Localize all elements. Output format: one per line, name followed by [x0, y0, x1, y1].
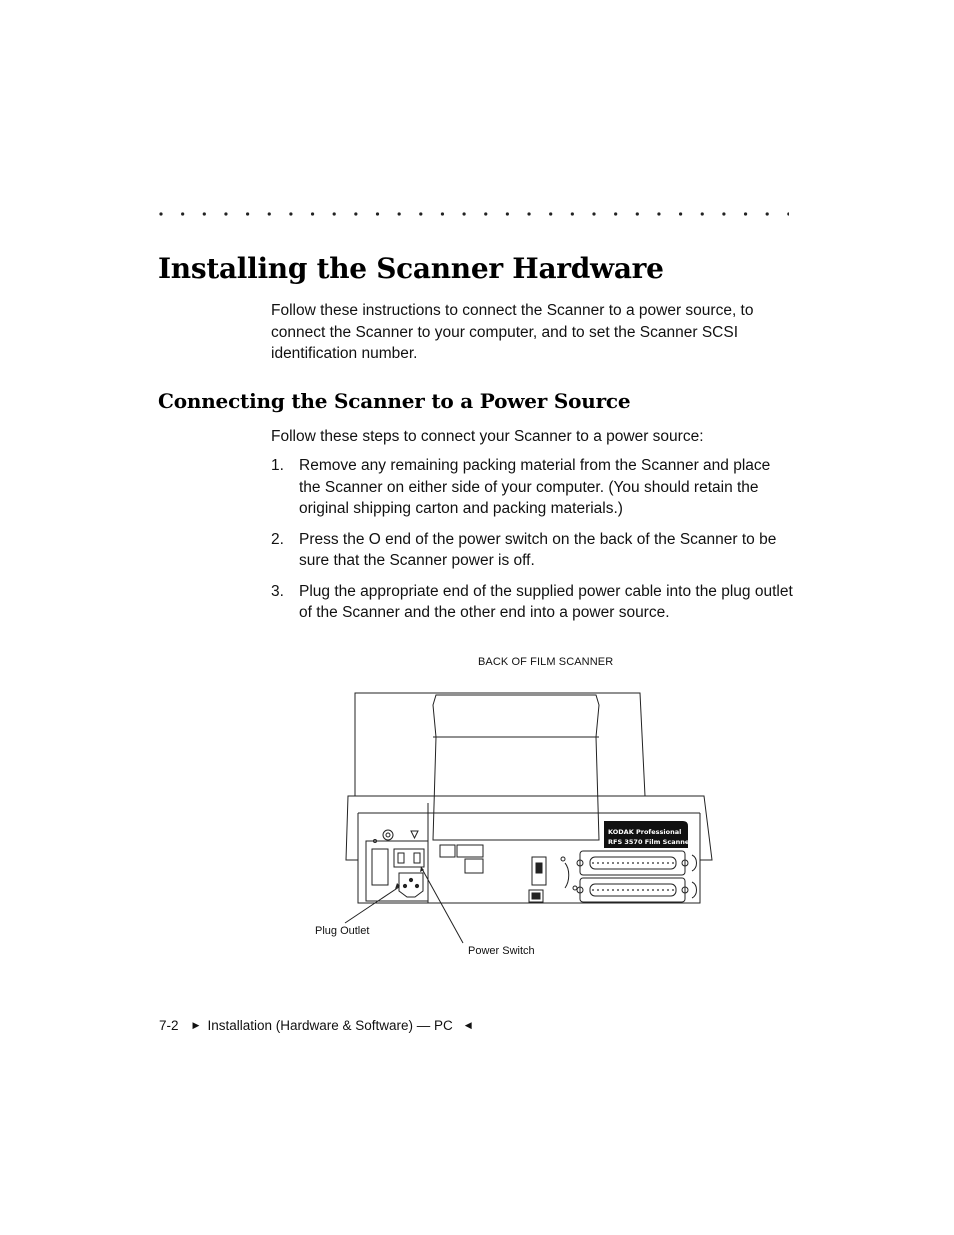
intro-paragraph: Follow these instructions to connect the Scanner to a power source, to connect the Scanner to your computer, and to set the Scanner SCSI identification number.	[271, 302, 754, 363]
footer-title: Installation (Hardware & Software) — PC	[207, 1018, 453, 1033]
model-label-line2: RFS 3570 Film Scanner	[608, 838, 693, 846]
top-panel	[433, 695, 599, 737]
step-number: 2.	[271, 530, 284, 548]
step-text: Press the O end of the power switch on the back of the Scanner to be sure that the Scanner power is off.	[299, 530, 777, 570]
step-item	[271, 455, 796, 520]
callout-plug-outlet: Plug Outlet	[315, 925, 370, 937]
section-heading: Connecting the Scanner to a Power Source	[158, 389, 631, 413]
step-number: 3.	[271, 582, 284, 600]
indicator-knob	[383, 830, 393, 840]
dotted-rule	[159, 204, 789, 220]
callout-line-power	[421, 867, 463, 943]
rule-dot	[354, 212, 357, 215]
rule-dot	[311, 212, 314, 215]
upper-housing	[355, 693, 645, 796]
rule-dot	[441, 212, 444, 215]
page-number: 7-2	[159, 1018, 179, 1033]
power-fuse	[372, 849, 388, 885]
cert-mark-ce	[457, 845, 483, 857]
rule-dot	[203, 212, 206, 215]
rule-dot	[398, 212, 401, 215]
page-title: Installing the Scanner Hardware	[158, 252, 664, 285]
rule-dot	[484, 212, 487, 215]
rule-dot	[592, 212, 595, 215]
step-text: Remove any remaining packing material from the Scanner and place the Scanner on either side of your computer. (You should retain the original shipping carton and packing materials.)	[299, 457, 771, 518]
callout-line-plug	[345, 887, 399, 923]
rule-dot	[657, 212, 660, 215]
rule-dot	[181, 212, 184, 215]
rule-dot	[419, 212, 422, 215]
rule-dot	[571, 212, 574, 215]
rule-dot	[614, 212, 617, 215]
rule-dot	[159, 212, 162, 215]
rule-dot	[701, 212, 704, 215]
step-number: 1.	[271, 457, 284, 474]
steps-lead: Follow these steps to connect your Scanner to a power source:	[271, 428, 704, 445]
triangle-right-icon: ▶	[192, 1020, 200, 1030]
figure-caption: BACK OF FILM SCANNER	[478, 656, 614, 668]
rule-dot	[506, 212, 509, 215]
rule-dot	[246, 212, 249, 215]
step-text: Plug the appropriate end of the supplied power cable into the plug outlet of the Scanner and the other end into a power source.	[299, 582, 793, 622]
callout-power-switch: Power Switch	[468, 945, 535, 957]
rule-dot	[376, 212, 379, 215]
power-module	[366, 841, 428, 901]
rule-dot	[333, 212, 336, 215]
triangle-left-icon: ◀	[464, 1020, 472, 1030]
rule-dot	[268, 212, 271, 215]
rule-dot	[744, 212, 747, 215]
rule-dot	[527, 212, 530, 215]
rule-dot	[766, 212, 769, 215]
step-item	[271, 581, 796, 624]
rule-dot	[224, 212, 227, 215]
page-footer	[159, 1018, 472, 1033]
rule-dot	[636, 212, 639, 215]
rule-dot	[289, 212, 292, 215]
step-item	[271, 529, 796, 572]
plug-outlet-socket	[399, 873, 423, 897]
cert-mark-gs	[465, 859, 483, 873]
cert-mark-ul	[440, 845, 455, 857]
rule-dot	[549, 212, 552, 215]
model-label-line1: KODAK Professional	[608, 828, 682, 836]
rule-dot	[787, 212, 789, 215]
rule-dot	[679, 212, 682, 215]
steps-list	[271, 455, 796, 632]
center-panel	[433, 737, 599, 840]
rule-dot	[722, 212, 725, 215]
rule-dot	[463, 212, 466, 215]
